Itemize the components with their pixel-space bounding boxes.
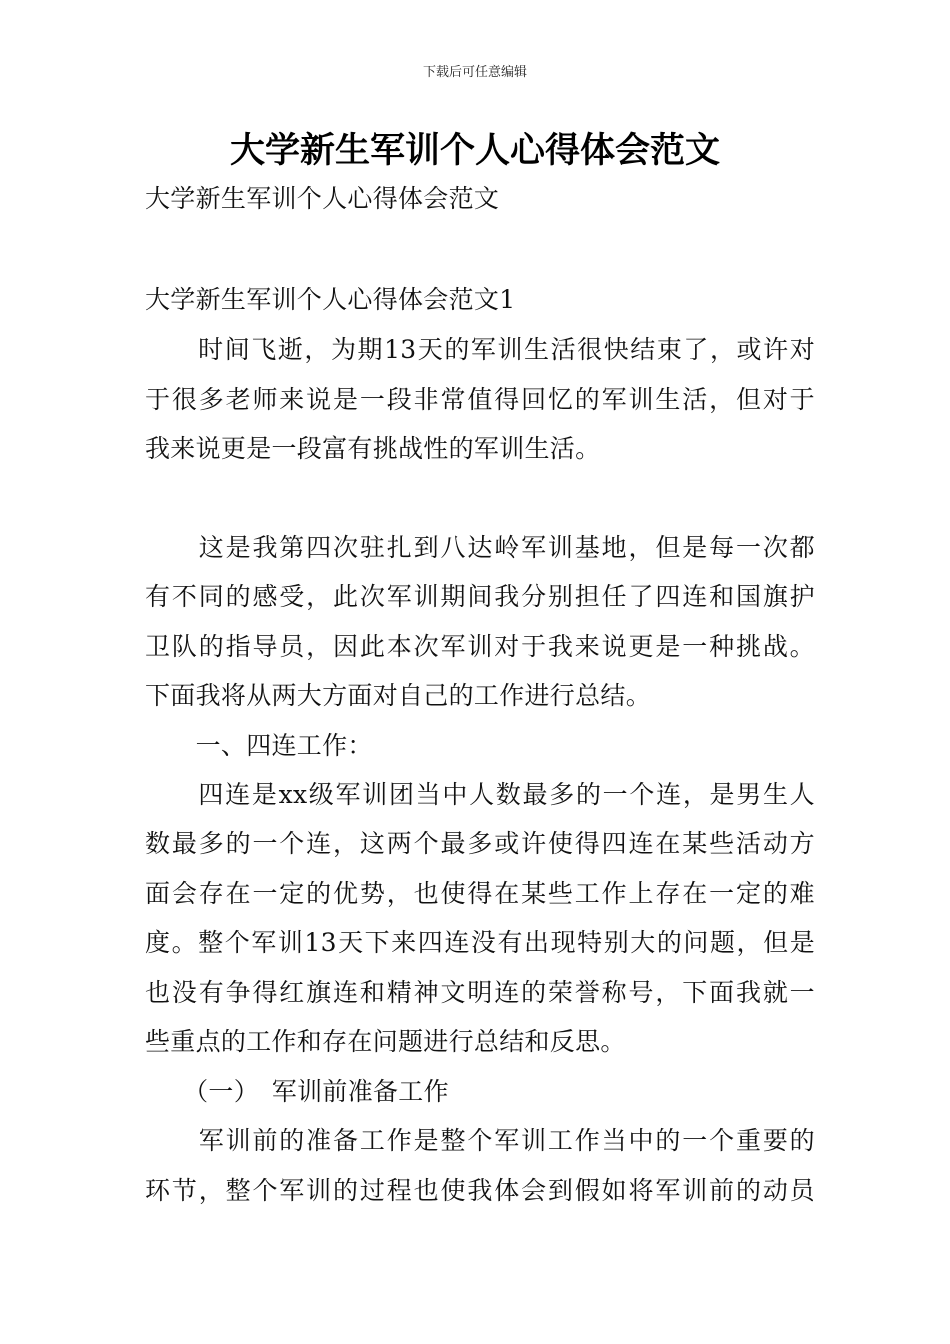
- body-line: 有不同的感受，此次军训期间我分别担任了四连和国旗护: [145, 582, 815, 611]
- body-line: 这是我第四次驻扎到八达岭军训基地，但是每一次都: [145, 533, 815, 562]
- body-line: 些重点的工作和存在问题进行总结和反思。: [145, 1027, 626, 1056]
- section-heading: 大学新生军训个人心得体会范文1: [145, 285, 516, 314]
- section-subheading: （一） 军训前准备工作: [145, 1077, 449, 1106]
- body-line: 也没有争得红旗连和精神文明连的荣誉称号，下面我就一: [145, 978, 815, 1007]
- subtitle-line: 大学新生军训个人心得体会范文: [145, 184, 500, 213]
- body-line: 下面我将从两大方面对自己的工作进行总结。: [145, 681, 652, 710]
- header-note: 下载后可任意编辑: [422, 65, 527, 80]
- body-line: 卫队的指导员，因此本次军训对于我来说更是一种挑战。: [145, 632, 815, 661]
- body-line: 于很多老师来说是一段非常值得回忆的军训生活，但对于: [145, 385, 815, 414]
- body-line: 军训前的准备工作是整个军训工作当中的一个重要的: [145, 1126, 815, 1155]
- section-subheading: 一、四连工作：: [145, 731, 373, 760]
- body-line: 时间飞逝，为期13天的军训生活很快结束了，或许对: [145, 335, 815, 364]
- body-line: 数最多的一个连，这两个最多或许使得四连在某些活动方: [145, 829, 815, 858]
- body-line: 我来说更是一段富有挑战性的军训生活。: [145, 434, 601, 463]
- body-line: 度。整个军训13天下来四连没有出现特别大的问题，但是: [145, 928, 815, 957]
- document-title: 大学新生军训个人心得体会范文: [229, 130, 720, 171]
- body-line: 四连是xx级军训团当中人数最多的一个连，是男生人: [145, 780, 815, 809]
- body-line: 面会存在一定的优势，也使得在某些工作上存在一定的难: [145, 879, 815, 908]
- body-line: 环节，整个军训的过程也使我体会到假如将军训前的动员: [145, 1176, 815, 1205]
